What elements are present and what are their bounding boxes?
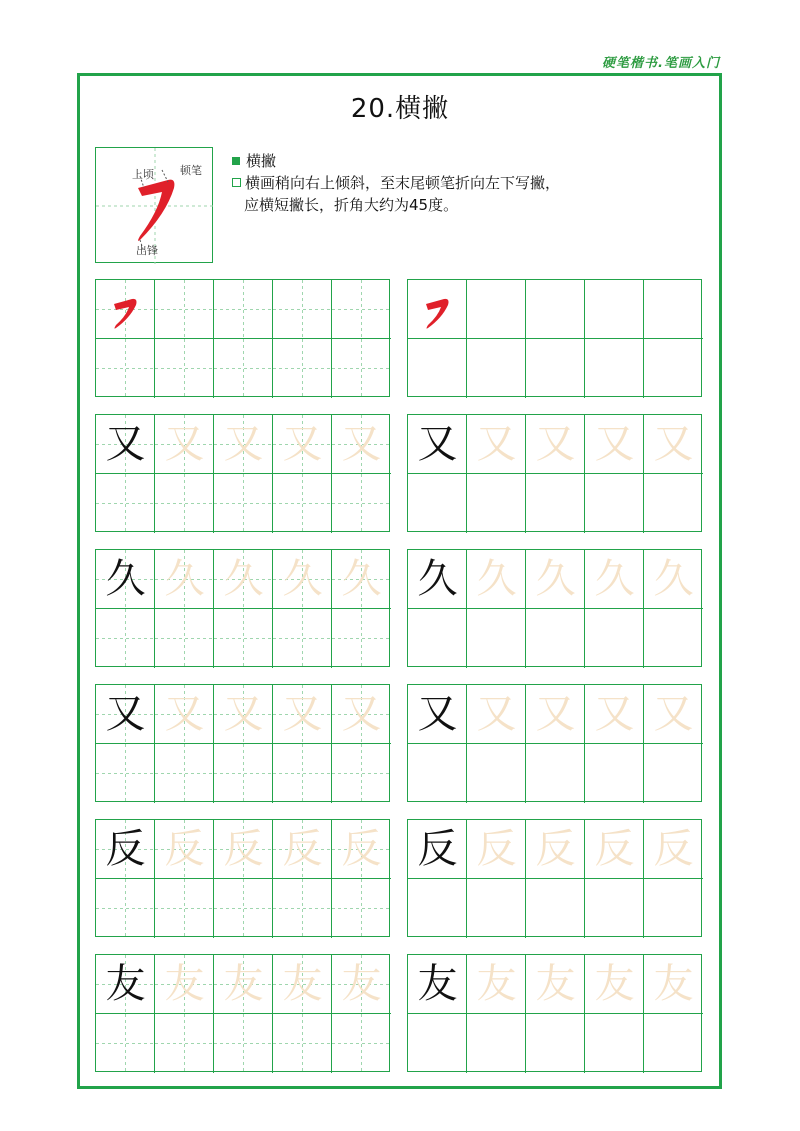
cell-grid xyxy=(155,280,214,339)
practice-cell[interactable] xyxy=(585,474,644,533)
practice-cell[interactable] xyxy=(96,609,155,668)
practice-block xyxy=(95,819,390,937)
description-line-1: 横画稍向右上倾斜，至末尾顿笔折向左下写撇， xyxy=(245,174,561,192)
practice-cell[interactable] xyxy=(155,415,214,474)
cell-grid xyxy=(526,609,585,668)
trace-character: 又 xyxy=(535,691,576,737)
practice-cell[interactable] xyxy=(526,550,585,609)
practice-cell[interactable] xyxy=(273,744,332,803)
practice-cell[interactable] xyxy=(273,685,332,744)
practice-cell[interactable] xyxy=(332,820,391,879)
model-character: 又 xyxy=(417,421,458,467)
cell-grid xyxy=(96,1014,155,1073)
practice-cell[interactable] xyxy=(526,820,585,879)
cell-grid xyxy=(585,879,644,938)
practice-cell[interactable] xyxy=(408,1014,467,1073)
practice-block xyxy=(407,684,702,802)
practice-cell[interactable] xyxy=(332,609,391,668)
cell-grid xyxy=(467,744,526,803)
practice-cell[interactable] xyxy=(644,280,703,339)
practice-cell[interactable] xyxy=(467,955,526,1014)
trace-character: 又 xyxy=(476,691,517,737)
model-character: 又 xyxy=(105,691,146,737)
series-title: 硬笔楷书.笔画入门 xyxy=(602,56,720,71)
cell-grid xyxy=(155,879,214,938)
trace-character: 友 xyxy=(594,961,635,1007)
trace-character: 又 xyxy=(594,691,635,737)
bullet-filled-icon xyxy=(232,157,240,165)
practice-cell[interactable] xyxy=(332,339,391,398)
trace-character: 久 xyxy=(164,556,205,602)
cell-grid xyxy=(585,744,644,803)
trace-character: 久 xyxy=(535,556,576,602)
cell-grid xyxy=(644,609,703,668)
cell-grid xyxy=(526,1014,585,1073)
cell-grid xyxy=(273,879,332,938)
practice-cell[interactable] xyxy=(214,955,273,1014)
cell-grid xyxy=(644,744,703,803)
cell-grid xyxy=(155,1014,214,1073)
trace-character: 久 xyxy=(653,556,694,602)
practice-cell[interactable] xyxy=(214,280,273,339)
cell-grid xyxy=(585,1014,644,1073)
cell-grid xyxy=(467,879,526,938)
cell-grid xyxy=(408,744,467,803)
cell-grid xyxy=(214,339,273,398)
practice-cell[interactable] xyxy=(644,1014,703,1073)
practice-block xyxy=(95,954,390,1072)
cell-grid xyxy=(96,609,155,668)
trace-character: 又 xyxy=(223,421,264,467)
cell-grid xyxy=(214,744,273,803)
cell-grid xyxy=(332,879,391,938)
practice-cell[interactable] xyxy=(332,474,391,533)
practice-cell[interactable] xyxy=(155,280,214,339)
model-character: 又 xyxy=(417,691,458,737)
practice-cell[interactable] xyxy=(585,744,644,803)
practice-cell[interactable] xyxy=(273,415,332,474)
practice-block xyxy=(407,279,702,397)
cell-grid xyxy=(155,339,214,398)
cell-grid xyxy=(332,280,391,339)
trace-character: 反 xyxy=(535,826,576,872)
practice-cell[interactable] xyxy=(408,820,467,879)
practice-cell[interactable] xyxy=(96,550,155,609)
cell-grid xyxy=(585,339,644,398)
practice-block xyxy=(407,954,702,1072)
cell-grid xyxy=(408,609,467,668)
cell-grid xyxy=(332,1014,391,1073)
practice-cell[interactable] xyxy=(408,415,467,474)
practice-cell[interactable] xyxy=(273,609,332,668)
trace-character: 久 xyxy=(594,556,635,602)
practice-cell[interactable] xyxy=(332,879,391,938)
practice-cell[interactable] xyxy=(214,415,273,474)
trace-character: 又 xyxy=(282,691,323,737)
cell-grid xyxy=(273,609,332,668)
practice-cell[interactable] xyxy=(526,474,585,533)
practice-cell[interactable] xyxy=(585,609,644,668)
practice-cell[interactable] xyxy=(96,744,155,803)
cell-grid xyxy=(526,474,585,533)
cell-grid xyxy=(585,474,644,533)
practice-cell[interactable] xyxy=(273,474,332,533)
cell-grid xyxy=(644,339,703,398)
cell-grid xyxy=(644,1014,703,1073)
trace-character: 久 xyxy=(341,556,382,602)
cell-grid xyxy=(96,474,155,533)
practice-cell[interactable] xyxy=(273,955,332,1014)
practice-cell[interactable] xyxy=(155,879,214,938)
model-character: 久 xyxy=(105,556,146,602)
practice-cell[interactable] xyxy=(96,280,155,339)
cell-grid xyxy=(214,609,273,668)
practice-cell[interactable] xyxy=(155,744,214,803)
trace-character: 又 xyxy=(653,421,694,467)
cell-grid xyxy=(214,474,273,533)
practice-cell[interactable] xyxy=(585,1014,644,1073)
practice-cell[interactable] xyxy=(155,474,214,533)
cell-grid xyxy=(408,339,467,398)
cell-grid xyxy=(96,879,155,938)
cell-grid xyxy=(96,744,155,803)
cell-grid xyxy=(526,280,585,339)
stroke-demo-box xyxy=(95,147,213,263)
trace-character: 友 xyxy=(223,961,264,1007)
practice-cell[interactable] xyxy=(467,685,526,744)
trace-character: 又 xyxy=(282,421,323,467)
practice-cell[interactable] xyxy=(408,550,467,609)
practice-block xyxy=(407,549,702,667)
practice-cell[interactable] xyxy=(467,609,526,668)
practice-cell[interactable] xyxy=(408,609,467,668)
practice-cell[interactable] xyxy=(526,955,585,1014)
practice-cell[interactable] xyxy=(155,550,214,609)
trace-character: 反 xyxy=(476,826,517,872)
practice-cell[interactable] xyxy=(408,339,467,398)
practice-cell[interactable] xyxy=(408,879,467,938)
practice-cell[interactable] xyxy=(467,550,526,609)
stroke-description xyxy=(232,150,560,216)
trace-character: 友 xyxy=(164,961,205,1007)
trace-character: 又 xyxy=(653,691,694,737)
practice-cell[interactable] xyxy=(467,820,526,879)
cell-grid xyxy=(467,609,526,668)
practice-cell[interactable] xyxy=(526,744,585,803)
description-heading: 横撇 xyxy=(246,152,277,170)
practice-cell[interactable] xyxy=(273,879,332,938)
practice-cell[interactable] xyxy=(526,685,585,744)
practice-block xyxy=(407,819,702,937)
practice-cell[interactable] xyxy=(155,339,214,398)
practice-cell[interactable] xyxy=(644,820,703,879)
cell-grid xyxy=(644,474,703,533)
trace-character: 又 xyxy=(164,691,205,737)
practice-cell[interactable] xyxy=(644,339,703,398)
practice-cell[interactable] xyxy=(644,609,703,668)
cell-grid xyxy=(408,879,467,938)
cell-grid xyxy=(214,280,273,339)
practice-cell[interactable] xyxy=(526,609,585,668)
cell-grid xyxy=(526,744,585,803)
practice-cell[interactable] xyxy=(273,820,332,879)
practice-cell[interactable] xyxy=(214,685,273,744)
practice-cell[interactable] xyxy=(214,550,273,609)
practice-cell[interactable] xyxy=(585,955,644,1014)
practice-cell[interactable] xyxy=(332,550,391,609)
trace-character: 反 xyxy=(594,826,635,872)
practice-cell[interactable] xyxy=(526,415,585,474)
practice-cell[interactable] xyxy=(408,474,467,533)
practice-cell[interactable] xyxy=(214,879,273,938)
model-character: 反 xyxy=(105,826,146,872)
cell-grid xyxy=(467,280,526,339)
label-pause: 顿笔 xyxy=(180,164,202,177)
practice-cell[interactable] xyxy=(644,744,703,803)
trace-character: 又 xyxy=(341,691,382,737)
trace-character: 久 xyxy=(476,556,517,602)
cell-grid xyxy=(96,339,155,398)
cell-grid xyxy=(155,474,214,533)
cell-grid xyxy=(467,474,526,533)
practice-cell[interactable] xyxy=(467,879,526,938)
cell-grid xyxy=(467,1014,526,1073)
cell-grid xyxy=(273,474,332,533)
cell-grid xyxy=(526,339,585,398)
practice-block xyxy=(95,414,390,532)
trace-character: 反 xyxy=(282,826,323,872)
practice-cell[interactable] xyxy=(408,280,467,339)
practice-cell[interactable] xyxy=(214,609,273,668)
practice-cell[interactable] xyxy=(332,280,391,339)
practice-cell[interactable] xyxy=(644,685,703,744)
trace-character: 反 xyxy=(223,826,264,872)
practice-block xyxy=(95,549,390,667)
practice-cell[interactable] xyxy=(96,955,155,1014)
practice-cell[interactable] xyxy=(214,820,273,879)
cell-grid xyxy=(585,609,644,668)
practice-cell[interactable] xyxy=(408,685,467,744)
practice-cell[interactable] xyxy=(214,474,273,533)
practice-cell[interactable] xyxy=(273,550,332,609)
practice-cell[interactable] xyxy=(526,1014,585,1073)
practice-cell[interactable] xyxy=(96,879,155,938)
label-start: 上顷 xyxy=(132,168,154,181)
practice-block xyxy=(95,684,390,802)
demo-stroke-hengpie xyxy=(138,180,174,241)
cell-grid xyxy=(332,339,391,398)
practice-cell[interactable] xyxy=(273,339,332,398)
trace-character: 又 xyxy=(164,421,205,467)
practice-cell[interactable] xyxy=(155,1014,214,1073)
cell-grid xyxy=(408,474,467,533)
cell-grid xyxy=(273,339,332,398)
bullet-empty-icon xyxy=(232,178,241,187)
hengpie-stroke-icon xyxy=(408,280,467,339)
cell-grid xyxy=(408,1014,467,1073)
trace-character: 又 xyxy=(535,421,576,467)
practice-cell[interactable] xyxy=(273,1014,332,1073)
label-end: 出锋 xyxy=(136,244,158,257)
cell-grid xyxy=(644,879,703,938)
practice-cell[interactable] xyxy=(585,685,644,744)
trace-character: 又 xyxy=(341,421,382,467)
cell-grid xyxy=(273,280,332,339)
model-character: 又 xyxy=(105,421,146,467)
trace-character: 友 xyxy=(282,961,323,1007)
practice-cell[interactable] xyxy=(585,280,644,339)
practice-cell[interactable] xyxy=(467,339,526,398)
practice-block xyxy=(407,414,702,532)
cell-grid xyxy=(585,280,644,339)
trace-character: 久 xyxy=(282,556,323,602)
practice-cell[interactable] xyxy=(214,744,273,803)
cell-grid xyxy=(214,879,273,938)
practice-cell[interactable] xyxy=(644,879,703,938)
practice-cell[interactable] xyxy=(332,685,391,744)
model-character: 友 xyxy=(417,961,458,1007)
trace-character: 反 xyxy=(164,826,205,872)
practice-cell[interactable] xyxy=(644,415,703,474)
practice-cell[interactable] xyxy=(408,744,467,803)
practice-cell[interactable] xyxy=(96,415,155,474)
cell-grid xyxy=(155,744,214,803)
cell-grid xyxy=(332,474,391,533)
practice-cell[interactable] xyxy=(332,415,391,474)
practice-cell[interactable] xyxy=(155,609,214,668)
practice-cell[interactable] xyxy=(585,415,644,474)
model-character: 久 xyxy=(417,556,458,602)
cell-grid xyxy=(273,1014,332,1073)
practice-cell[interactable] xyxy=(96,1014,155,1073)
practice-cell[interactable] xyxy=(585,339,644,398)
hengpie-stroke-icon xyxy=(96,280,155,339)
cell-grid xyxy=(332,609,391,668)
cell-grid xyxy=(467,339,526,398)
practice-cell[interactable] xyxy=(585,879,644,938)
practice-cell[interactable] xyxy=(526,280,585,339)
practice-cell[interactable] xyxy=(467,280,526,339)
cell-grid xyxy=(214,1014,273,1073)
practice-cell[interactable] xyxy=(273,280,332,339)
practice-cell[interactable] xyxy=(644,550,703,609)
trace-character: 又 xyxy=(223,691,264,737)
practice-cell[interactable] xyxy=(155,820,214,879)
practice-cell[interactable] xyxy=(467,1014,526,1073)
practice-cell[interactable] xyxy=(96,474,155,533)
practice-cell[interactable] xyxy=(467,415,526,474)
practice-cell[interactable] xyxy=(332,1014,391,1073)
cell-grid xyxy=(155,609,214,668)
trace-character: 又 xyxy=(594,421,635,467)
practice-cell[interactable] xyxy=(408,955,467,1014)
practice-cell[interactable] xyxy=(155,955,214,1014)
practice-cell[interactable] xyxy=(526,339,585,398)
cell-grid xyxy=(332,744,391,803)
cell-grid xyxy=(644,280,703,339)
page-title: 20.横撇 xyxy=(350,94,450,124)
practice-cell[interactable] xyxy=(96,685,155,744)
cell-grid xyxy=(526,879,585,938)
practice-block xyxy=(95,279,390,397)
practice-cell[interactable] xyxy=(332,955,391,1014)
trace-character: 久 xyxy=(223,556,264,602)
description-line-2: 应横短撇长，折角大约为45度。 xyxy=(244,196,459,214)
trace-character: 友 xyxy=(341,961,382,1007)
practice-cell[interactable] xyxy=(96,820,155,879)
practice-cell[interactable] xyxy=(467,474,526,533)
practice-cell[interactable] xyxy=(214,1014,273,1073)
trace-character: 友 xyxy=(653,961,694,1007)
practice-cell[interactable] xyxy=(526,879,585,938)
cell-grid xyxy=(273,744,332,803)
trace-character: 又 xyxy=(476,421,517,467)
practice-cell[interactable] xyxy=(96,339,155,398)
trace-character: 反 xyxy=(341,826,382,872)
practice-cell[interactable] xyxy=(332,744,391,803)
practice-cell[interactable] xyxy=(585,820,644,879)
practice-cell[interactable] xyxy=(644,474,703,533)
practice-cell[interactable] xyxy=(214,339,273,398)
practice-cell[interactable] xyxy=(644,955,703,1014)
practice-cell[interactable] xyxy=(155,685,214,744)
model-character: 友 xyxy=(105,961,146,1007)
practice-cell[interactable] xyxy=(467,744,526,803)
trace-character: 友 xyxy=(476,961,517,1007)
model-character: 反 xyxy=(417,826,458,872)
practice-cell[interactable] xyxy=(585,550,644,609)
trace-character: 反 xyxy=(653,826,694,872)
trace-character: 友 xyxy=(535,961,576,1007)
